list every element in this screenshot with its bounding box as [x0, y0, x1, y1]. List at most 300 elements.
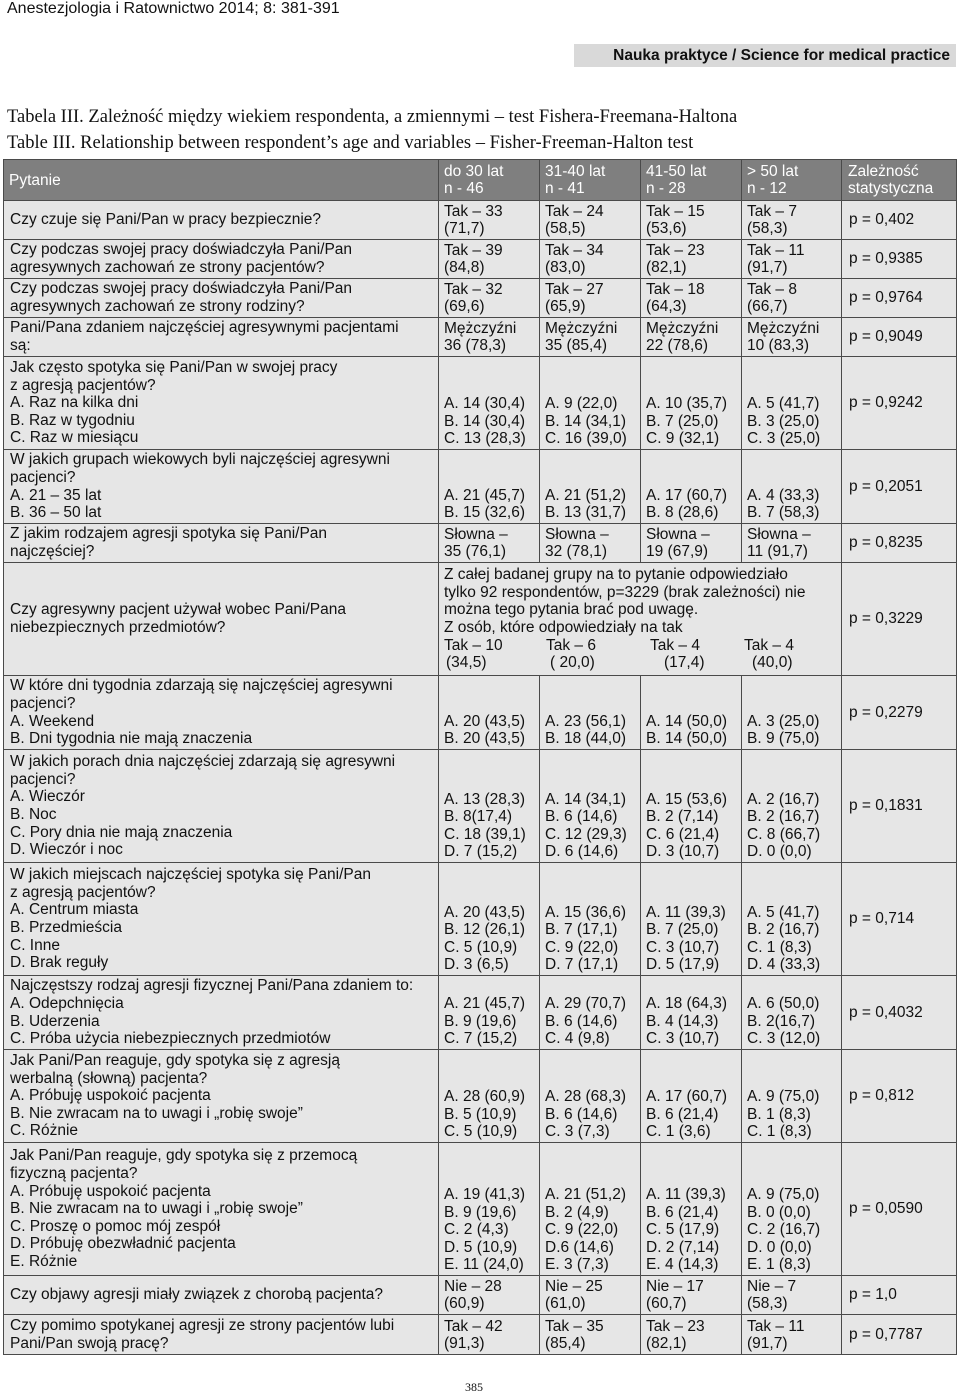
- question-line: D. Brak reguły: [10, 954, 109, 972]
- question-line: B. Noc: [10, 806, 57, 823]
- group-4-cell: [742, 1143, 842, 1276]
- note-line: Z osób, które odpowiedziały na tak: [444, 619, 683, 636]
- value-line: B. 7 (58,3): [747, 504, 820, 522]
- question-line: C. Próba użycia niebezpiecznych przedmiotów: [10, 1030, 331, 1048]
- group-1-cell: [439, 201, 540, 240]
- value-line: A. 15 (53,6): [646, 790, 727, 808]
- table-row: [4, 201, 957, 240]
- question-line: A. Odepchnięcia: [10, 994, 124, 1012]
- p-value-cell: p = 0,9764: [842, 279, 957, 318]
- value-line: D. 2 (7,14): [646, 1238, 720, 1256]
- group-4-cell: [742, 676, 842, 750]
- value-line: (91,7): [747, 1335, 788, 1353]
- group-4-cell: [742, 240, 842, 279]
- value-line: A. 6 (50,0): [747, 995, 820, 1013]
- value-line: A. 4 (33,3): [747, 486, 820, 504]
- question-line: pacjenci?: [10, 770, 76, 788]
- group-3-cell: [641, 357, 742, 450]
- value-line: A. 29 (70,7): [545, 995, 626, 1013]
- header-stat-line-1: Zależność: [848, 163, 919, 180]
- value-line: A. 15 (36,6): [545, 903, 626, 921]
- value-line: (91,7): [747, 259, 788, 277]
- value-line: E. 11 (24,0): [444, 1256, 524, 1274]
- value-line: (65,9): [545, 298, 586, 316]
- p-value-cell: p = 0,714: [842, 863, 957, 976]
- question-line: A. Próbuję uspokoić pacjenta: [10, 1182, 211, 1200]
- note-value: Tak – 10: [444, 636, 503, 654]
- note-value: (40,0): [752, 654, 793, 672]
- value-line: C. 13 (28,3): [444, 430, 526, 448]
- value-line: D.6 (14,6): [545, 1238, 614, 1256]
- group-1-cell: [439, 524, 540, 563]
- group-4-cell: [742, 1050, 842, 1143]
- value-line: B. 6 (21,4): [646, 1203, 719, 1221]
- value-line: 10 (83,3): [747, 337, 810, 355]
- question-line: E. Różnie: [10, 1252, 78, 1270]
- p-value-cell: p = 0,3229: [842, 563, 957, 676]
- question-line: Z jakim rodzajem agresji spotyka się Pani/Pan: [10, 525, 328, 543]
- value-line: (83,0): [545, 259, 586, 277]
- value-line: (85,4): [545, 1335, 586, 1353]
- header-group-1: [439, 160, 540, 201]
- value-line: B. 13 (31,7): [545, 504, 626, 522]
- value-line: (61,0): [545, 1295, 586, 1313]
- group-3-cell: [641, 676, 742, 750]
- header-group-3-n: n - 28: [646, 180, 686, 197]
- value-line: A. 13 (28,3): [444, 790, 525, 808]
- question-cell: [4, 357, 439, 450]
- p-value-cell: p = 0,7787: [842, 1315, 957, 1355]
- value-line: E. 1 (8,3): [747, 1256, 811, 1274]
- value-line: (64,3): [646, 298, 687, 316]
- value-line: B. 20 (43,5): [444, 730, 525, 748]
- value-line: A. 18 (64,3): [646, 995, 727, 1013]
- value-line: C. 9 (22,0): [545, 938, 619, 956]
- value-line: A. 5 (41,7): [747, 903, 820, 921]
- question-line: najczęściej?: [10, 543, 95, 560]
- question-line: C. Pory dnia nie mają znaczenia: [10, 823, 233, 841]
- question-line: B. Nie zwracam na to uwagi i „robię swoje”: [10, 1200, 303, 1218]
- question-cell: [4, 563, 439, 676]
- question-cell: [4, 1276, 439, 1315]
- value-line: 35 (76,1): [444, 543, 507, 561]
- value-line: (82,1): [646, 1335, 687, 1353]
- value-line: Tak – 23: [646, 1317, 705, 1335]
- value-line: A. 14 (50,0): [646, 712, 727, 730]
- group-4-cell: [742, 750, 842, 863]
- group-2-cell: [540, 976, 641, 1050]
- value-line: 11 (91,7): [747, 543, 808, 561]
- value-line: Mężczyźni: [747, 319, 820, 337]
- group-2-cell: [540, 1143, 641, 1276]
- note-value: Tak – 4: [650, 636, 700, 654]
- value-line: B. 6 (14,6): [545, 1105, 618, 1123]
- value-line: (91,3): [444, 1335, 485, 1353]
- value-line: B. 2(16,7): [747, 1012, 816, 1030]
- header-stat-line-2: statystyczna: [848, 180, 934, 197]
- group-4-cell: [742, 318, 842, 357]
- p-value-cell: p = 0,402: [842, 201, 957, 240]
- table-row: [4, 524, 957, 563]
- note-line: Z całej badanej grupy na to pytanie odpowiedziało: [444, 566, 788, 584]
- question-line: Jak często spotyka się Pani/Pan w swojej pracy: [10, 359, 338, 377]
- question-line: A. 21 – 35 lat: [10, 486, 102, 504]
- question-cell: [4, 863, 439, 976]
- group-3-cell: [641, 524, 742, 563]
- header-group-3-label: 41-50 lat: [646, 163, 707, 180]
- question-line: W jakich porach dnia najczęściej zdarzają się agresywni: [10, 753, 396, 771]
- header-group-1-n: n - 46: [444, 180, 484, 197]
- value-line: C. 7 (15,2): [444, 1030, 518, 1048]
- table-row: [4, 563, 957, 676]
- question-line: z agresją pacjentów?: [10, 883, 156, 901]
- header-question: Pytanie: [4, 160, 439, 201]
- p-value-cell: p = 0,9385: [842, 240, 957, 279]
- value-line: E. 3 (7,3): [545, 1256, 609, 1274]
- question-line: Czy objawy agresji miały związek z chorobą pacjenta?: [10, 1286, 384, 1304]
- table-row: [4, 863, 957, 976]
- group-2-cell: [540, 318, 641, 357]
- group-1-cell: [439, 279, 540, 318]
- value-line: B. 12 (26,1): [444, 921, 525, 939]
- question-cell: [4, 450, 439, 524]
- value-line: B. 9 (19,6): [444, 1012, 517, 1030]
- group-4-cell: [742, 524, 842, 563]
- value-line: (60,9): [444, 1295, 485, 1313]
- value-line: C. 3 (25,0): [747, 430, 821, 448]
- value-line: B. 1 (8,3): [747, 1105, 811, 1123]
- value-line: D. 5 (10,9): [444, 1238, 518, 1256]
- value-line: A. 19 (41,3): [444, 1186, 525, 1204]
- value-line: Nie – 17: [646, 1277, 704, 1295]
- note-line: tylko 92 respondentów, p=3229 (brak zależności) nie: [444, 583, 806, 601]
- question-line: A. Weekend: [10, 712, 95, 730]
- value-line: (60,7): [646, 1295, 687, 1313]
- p-value-cell: p = 0,9242: [842, 357, 957, 450]
- question-line: są:: [10, 337, 31, 354]
- question-cell: [4, 240, 439, 279]
- value-line: Tak – 33: [444, 202, 503, 220]
- header-group-1-label: do 30 lat: [444, 163, 504, 180]
- value-line: D. 7 (15,2): [444, 843, 518, 861]
- question-cell: [4, 676, 439, 750]
- question-line: W jakich grupach wiekowych byli najczęściej agresywni: [10, 451, 390, 469]
- value-line: (58,3): [747, 1295, 788, 1313]
- value-line: (53,6): [646, 220, 687, 238]
- value-line: Tak – 7: [747, 202, 797, 220]
- value-line: D. 0 (0,0): [747, 843, 812, 861]
- value-line: A. 17 (60,7): [646, 1088, 727, 1106]
- value-line: C. 1 (3,6): [646, 1123, 711, 1141]
- value-line: B. 6 (14,6): [545, 1012, 618, 1030]
- value-line: A. 21 (51,2): [545, 1186, 626, 1204]
- value-line: A. 3 (25,0): [747, 712, 820, 730]
- value-line: B. 0 (0,0): [747, 1203, 811, 1221]
- question-cell: [4, 279, 439, 318]
- question-line: Jak Pani/Pan reaguje, gdy spotyka się z przemocą: [10, 1147, 358, 1165]
- value-line: Tak – 15: [646, 202, 705, 220]
- question-cell: [4, 1143, 439, 1276]
- question-line: B. 36 – 50 lat: [10, 504, 102, 522]
- journal-citation: Anestezjologia i Ratownictwo 2014; 8: 381-391: [7, 0, 340, 17]
- note-value: Tak – 4: [744, 636, 794, 654]
- group-1-cell: [439, 863, 540, 976]
- table-row: [4, 1276, 957, 1315]
- value-line: B. 6 (21,4): [646, 1105, 719, 1123]
- value-line: A. 28 (68,3): [545, 1088, 626, 1106]
- value-line: Nie – 28: [444, 1277, 502, 1295]
- value-line: A. 10 (35,7): [646, 395, 727, 413]
- value-line: A. 21 (51,2): [545, 486, 626, 504]
- group-1-cell: [439, 1276, 540, 1315]
- value-line: Nie – 7: [747, 1277, 797, 1295]
- value-line: C. 9 (32,1): [646, 430, 720, 448]
- value-line: C. 3 (10,7): [646, 938, 720, 956]
- question-line: A. Wieczór: [10, 788, 85, 806]
- group-2-cell: [540, 750, 641, 863]
- question-line: z agresją pacjentów?: [10, 376, 156, 394]
- group-2-cell: [540, 201, 641, 240]
- p-value-cell: p = 0,2051: [842, 450, 957, 524]
- value-line: A. 5 (41,7): [747, 395, 820, 413]
- question-line: pacjenci?: [10, 694, 76, 712]
- group-2-cell: [540, 1276, 641, 1315]
- value-line: C. 3 (10,7): [646, 1030, 720, 1048]
- group-1-cell: [439, 357, 540, 450]
- value-line: (71,7): [444, 220, 485, 238]
- group-3-cell: [641, 450, 742, 524]
- value-line: C. 18 (39,1): [444, 825, 526, 843]
- note-value: (34,5): [446, 654, 487, 672]
- group-3-cell: [641, 201, 742, 240]
- group-1-cell: [439, 450, 540, 524]
- value-line: C. 4 (9,8): [545, 1030, 610, 1048]
- p-value-cell: p = 1,0: [842, 1276, 957, 1315]
- value-line: B. 2 (16,7): [747, 921, 820, 939]
- value-line: B. 6 (14,6): [545, 808, 618, 826]
- table-row: [4, 318, 957, 357]
- value-line: C. 8 (66,7): [747, 825, 821, 843]
- value-line: 19 (67,9): [646, 543, 709, 561]
- value-line: C. 3 (12,0): [747, 1030, 821, 1048]
- question-line: Najczęstszy rodzaj agresji fizycznej Pani/Pana zdaniem to:: [10, 977, 414, 995]
- question-cell: [4, 1315, 439, 1355]
- question-cell: [4, 524, 439, 563]
- group-1-cell: [439, 318, 540, 357]
- group-3-cell: [641, 1276, 742, 1315]
- value-line: B. 7 (25,0): [646, 412, 719, 430]
- header-group-3: [641, 160, 742, 201]
- value-line: Mężczyźni: [444, 319, 517, 337]
- question-line: D. Wieczór i noc: [10, 841, 123, 859]
- value-line: (84,8): [444, 259, 485, 277]
- group-4-cell: [742, 201, 842, 240]
- group-3-cell: [641, 279, 742, 318]
- value-line: C. 1 (8,3): [747, 938, 812, 956]
- value-line: A. 9 (22,0): [545, 395, 618, 413]
- note-line: można tego pytania brać pod uwagę.: [444, 601, 699, 619]
- value-line: Tak – 11: [747, 1317, 805, 1335]
- value-line: B. 5 (10,9): [444, 1105, 517, 1123]
- question-line: Czy pomimo spotykanej agresji ze strony pacjentów lubi: [10, 1316, 395, 1334]
- value-line: C. 3 (7,3): [545, 1123, 610, 1141]
- group-3-cell: [641, 976, 742, 1050]
- value-line: A. 11 (39,3): [646, 903, 726, 921]
- group-2-cell: [540, 240, 641, 279]
- value-line: D. 5 (17,9): [646, 956, 720, 974]
- table-header-row: [4, 160, 957, 201]
- value-line: 36 (78,3): [444, 337, 507, 355]
- value-line: Tak – 32: [444, 280, 503, 298]
- group-3-cell: [641, 863, 742, 976]
- group-3-cell: [641, 240, 742, 279]
- value-line: C. 2 (4,3): [444, 1221, 509, 1239]
- value-line: B. 9 (75,0): [747, 730, 820, 748]
- question-line: Czy podczas swojej pracy doświadczyła Pani/Pan: [10, 280, 353, 298]
- header-group-2: [540, 160, 641, 201]
- value-line: C. 6 (21,4): [646, 825, 720, 843]
- group-2-cell: [540, 279, 641, 318]
- value-line: Tak – 23: [646, 241, 705, 259]
- question-line: B. Uderzenia: [10, 1012, 100, 1030]
- value-line: Słowna –: [545, 525, 609, 543]
- value-line: C. 5 (10,9): [444, 938, 518, 956]
- p-value-cell: p = 0,812: [842, 1050, 957, 1143]
- value-line: A. 14 (34,1): [545, 790, 626, 808]
- value-line: C. 1 (8,3): [747, 1123, 812, 1141]
- value-line: (66,7): [747, 298, 788, 316]
- value-line: A. 9 (75,0): [747, 1186, 820, 1204]
- question-line: fizyczną pacjenta?: [10, 1165, 138, 1183]
- group-1-cell: [439, 676, 540, 750]
- value-line: (58,5): [545, 220, 586, 238]
- value-line: B. 4 (14,3): [646, 1012, 719, 1030]
- question-line: A. Próbuję uspokoić pacjenta: [10, 1087, 211, 1105]
- table-row: [4, 1050, 957, 1143]
- group-1-cell: [439, 976, 540, 1050]
- value-line: A. 28 (60,9): [444, 1088, 525, 1106]
- value-line: Tak – 42: [444, 1317, 503, 1335]
- question-line: C. Raz w miesiącu: [10, 429, 139, 447]
- value-line: A. 2 (16,7): [747, 790, 820, 808]
- note-values-row: [444, 654, 837, 672]
- value-line: Tak – 24: [545, 202, 604, 220]
- value-line: B. 8 (28,6): [646, 504, 719, 522]
- value-line: Tak – 27: [545, 280, 604, 298]
- value-line: Tak – 18: [646, 280, 705, 298]
- note-value: (17,4): [664, 654, 705, 672]
- question-line: C. Różnie: [10, 1122, 79, 1140]
- value-line: B. 18 (44,0): [545, 730, 626, 748]
- question-line: W jakich miejscach najczęściej spotyka się Pani/Pan: [10, 866, 371, 884]
- value-line: B. 2 (4,9): [545, 1203, 609, 1221]
- value-line: B. 9 (19,6): [444, 1203, 517, 1221]
- value-line: D. 3 (10,7): [646, 843, 720, 861]
- group-2-cell: [540, 357, 641, 450]
- value-line: A. 11 (39,3): [646, 1186, 726, 1204]
- value-line: B. 8(17,4): [444, 808, 513, 826]
- table-row: [4, 357, 957, 450]
- value-line: B. 7 (17,1): [545, 921, 618, 939]
- value-line: B. 14 (30,4): [444, 412, 525, 430]
- value-line: B. 2 (16,7): [747, 808, 820, 826]
- value-line: C. 16 (39,0): [545, 430, 627, 448]
- value-line: B. 7 (25,0): [646, 921, 719, 939]
- value-line: Tak – 11: [747, 241, 805, 259]
- question-line: B. Nie zwracam na to uwagi i „robię swoje”: [10, 1104, 303, 1122]
- question-line: Pani/Pana zdaniem najczęściej agresywnymi pacjentami: [10, 319, 399, 337]
- group-3-cell: [641, 750, 742, 863]
- value-line: Słowna –: [444, 525, 508, 543]
- note-value: ( 20,0): [550, 654, 595, 672]
- p-value-cell: p = 0,1831: [842, 750, 957, 863]
- header-group-4: [742, 160, 842, 201]
- value-line: B. 15 (32,6): [444, 504, 525, 522]
- group-3-cell: [641, 1050, 742, 1143]
- table-row: [4, 1143, 957, 1276]
- question-line: Jak Pani/Pan reaguje, gdy spotyka się z agresją: [10, 1052, 340, 1070]
- group-1-cell: [439, 1143, 540, 1276]
- group-2-cell: [540, 524, 641, 563]
- value-line: A. 14 (30,4): [444, 395, 525, 413]
- value-line: B. 2 (7,14): [646, 808, 719, 826]
- value-line: D. 6 (14,6): [545, 843, 619, 861]
- value-line: B. 14 (34,1): [545, 412, 626, 430]
- question-line: A. Raz na kilka dni: [10, 394, 139, 412]
- group-1-cell: [439, 750, 540, 863]
- header-group-2-n: n - 41: [545, 180, 585, 197]
- group-4-cell: [742, 450, 842, 524]
- table-row: [4, 450, 957, 524]
- table-row: [4, 1315, 957, 1355]
- value-line: E. 4 (14,3): [646, 1256, 719, 1274]
- value-line: C. 2 (16,7): [747, 1221, 821, 1239]
- value-line: (69,6): [444, 298, 485, 316]
- p-value-cell: p = 0,0590: [842, 1143, 957, 1276]
- value-line: Słowna –: [646, 525, 710, 543]
- question-line: B. Dni tygodnia nie mają znaczenia: [10, 730, 253, 748]
- value-line: Słowna –: [747, 525, 811, 543]
- question-line: werbalną (słowną) pacjenta?: [10, 1069, 208, 1087]
- group-3-cell: [641, 318, 742, 357]
- value-line: Nie – 25: [545, 1277, 603, 1295]
- p-value-cell: p = 0,8235: [842, 524, 957, 563]
- value-line: Mężczyźni: [545, 319, 618, 337]
- header-group-4-label: > 50 lat: [747, 163, 799, 180]
- value-line: Tak – 39: [444, 241, 503, 259]
- group-2-cell: [540, 1315, 641, 1355]
- p-value-cell: p = 0,2279: [842, 676, 957, 750]
- value-line: Tak – 8: [747, 280, 797, 298]
- group-1-cell: [439, 240, 540, 279]
- group-3-cell: [641, 1315, 742, 1355]
- table-caption-pl: Tabela III. Zależność między wiekiem respondenta, a zmiennymi – test Fishera-Freemana-Haltona: [7, 107, 738, 127]
- header-group-2-label: 31-40 lat: [545, 163, 606, 180]
- value-line: 32 (78,1): [545, 543, 608, 561]
- value-line: A. 20 (43,5): [444, 903, 525, 921]
- question-line: niebezpiecznych przedmiotów?: [10, 619, 226, 636]
- table-row: [4, 240, 957, 279]
- group-3-cell: [641, 1143, 742, 1276]
- group-4-cell: [742, 279, 842, 318]
- question-line: B. Przedmieścia: [10, 919, 122, 936]
- table-row: [4, 676, 957, 750]
- group-4-cell: [742, 976, 842, 1050]
- note-value: Tak – 6: [546, 636, 596, 654]
- question-line: pacjenci?: [10, 468, 76, 486]
- question-cell: [4, 1050, 439, 1143]
- value-line: (58,3): [747, 220, 788, 238]
